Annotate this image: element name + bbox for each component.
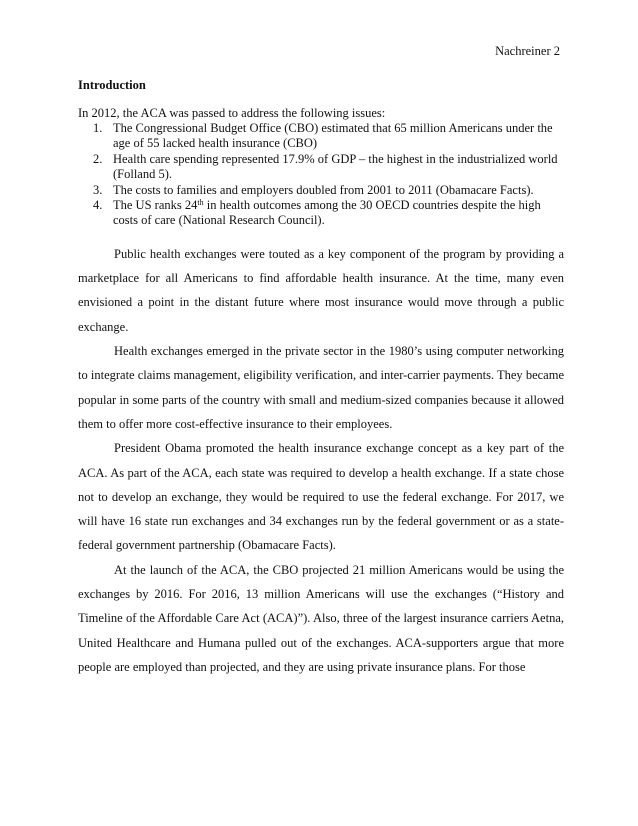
list-item (93, 151, 564, 183)
list-item-text-before: The US ranks 24 (113, 198, 198, 213)
list-item-text: Health care spending represented 17.9% of GDP – the highest in the industrialized world (Folland 5). (113, 151, 558, 182)
list-item-number: 4. (93, 198, 103, 213)
paragraph: At the launch of the ACA, the CBO projected 21 million Americans would be using the exchanges by 2016. For 2016, 13 million Americans will use the exchanges (“History and Timeline of the Affordable Care Act (ACA)”). Also, three of the largest insurance carriers Aetna, United Healthcare and Humana pulled out of the exchanges. ACA-supporters argue that more people are employed than projected, and they are using private insurance plans. For those (78, 562, 564, 674)
page-content (78, 78, 564, 679)
paragraph: Health exchanges emerged in the private sector in the 1980’s using computer networking to integrate claims management, eligibility verification, and inter-carrier payments. They became popular in some parts of the country with small and medium-sized companies because it allowed them to offer more cost-effective insurance to their employees. (78, 344, 564, 431)
list-item-text-after: in health outcomes among the 30 OECD countries despite the high costs of care (National Research Council). (113, 198, 541, 228)
paragraph: President Obama promoted the health insurance exchange concept as a key part of the ACA. As part of the ACA, each state was required to develop a health exchange. If a state chose not to develop an exchange, they would be required to use the federal exchange. For 2017, we will have 16 state run exchanges and 34 exchanges run by the federal government or as a state-federal government partnership (Obamacare Facts). (78, 441, 564, 553)
paragraph: Public health exchanges were touted as a key component of the program by providing a marketplace for all Americans to find affordable health insurance. At the time, many even envisioned a point in the distant future where most insurance would move through a public exchange. (78, 246, 564, 334)
intro-sentence: In 2012, the ACA was passed to address the following issues: (78, 106, 386, 120)
section-heading: Introduction (78, 78, 146, 92)
list-item-text: The Congressional Budget Office (CBO) estimated that 65 million Americans under the age of 55 lacked health insurance (CBO) (113, 121, 553, 151)
list-item-text (113, 198, 541, 227)
list-item-number: 1. (93, 121, 103, 135)
issues-list (78, 121, 564, 229)
list-item (93, 182, 564, 198)
list-item-number: 2. (93, 151, 103, 166)
list-item-text: The costs to families and employers doubled from 2001 to 2011 (Obamacare Facts). (113, 182, 534, 197)
list-item (93, 198, 564, 229)
list-item (93, 121, 564, 152)
list-item-number: 3. (93, 182, 103, 197)
ordinal-superscript: th (197, 198, 204, 208)
running-head: Nachreiner 2 (495, 44, 560, 58)
body-text (78, 242, 564, 679)
